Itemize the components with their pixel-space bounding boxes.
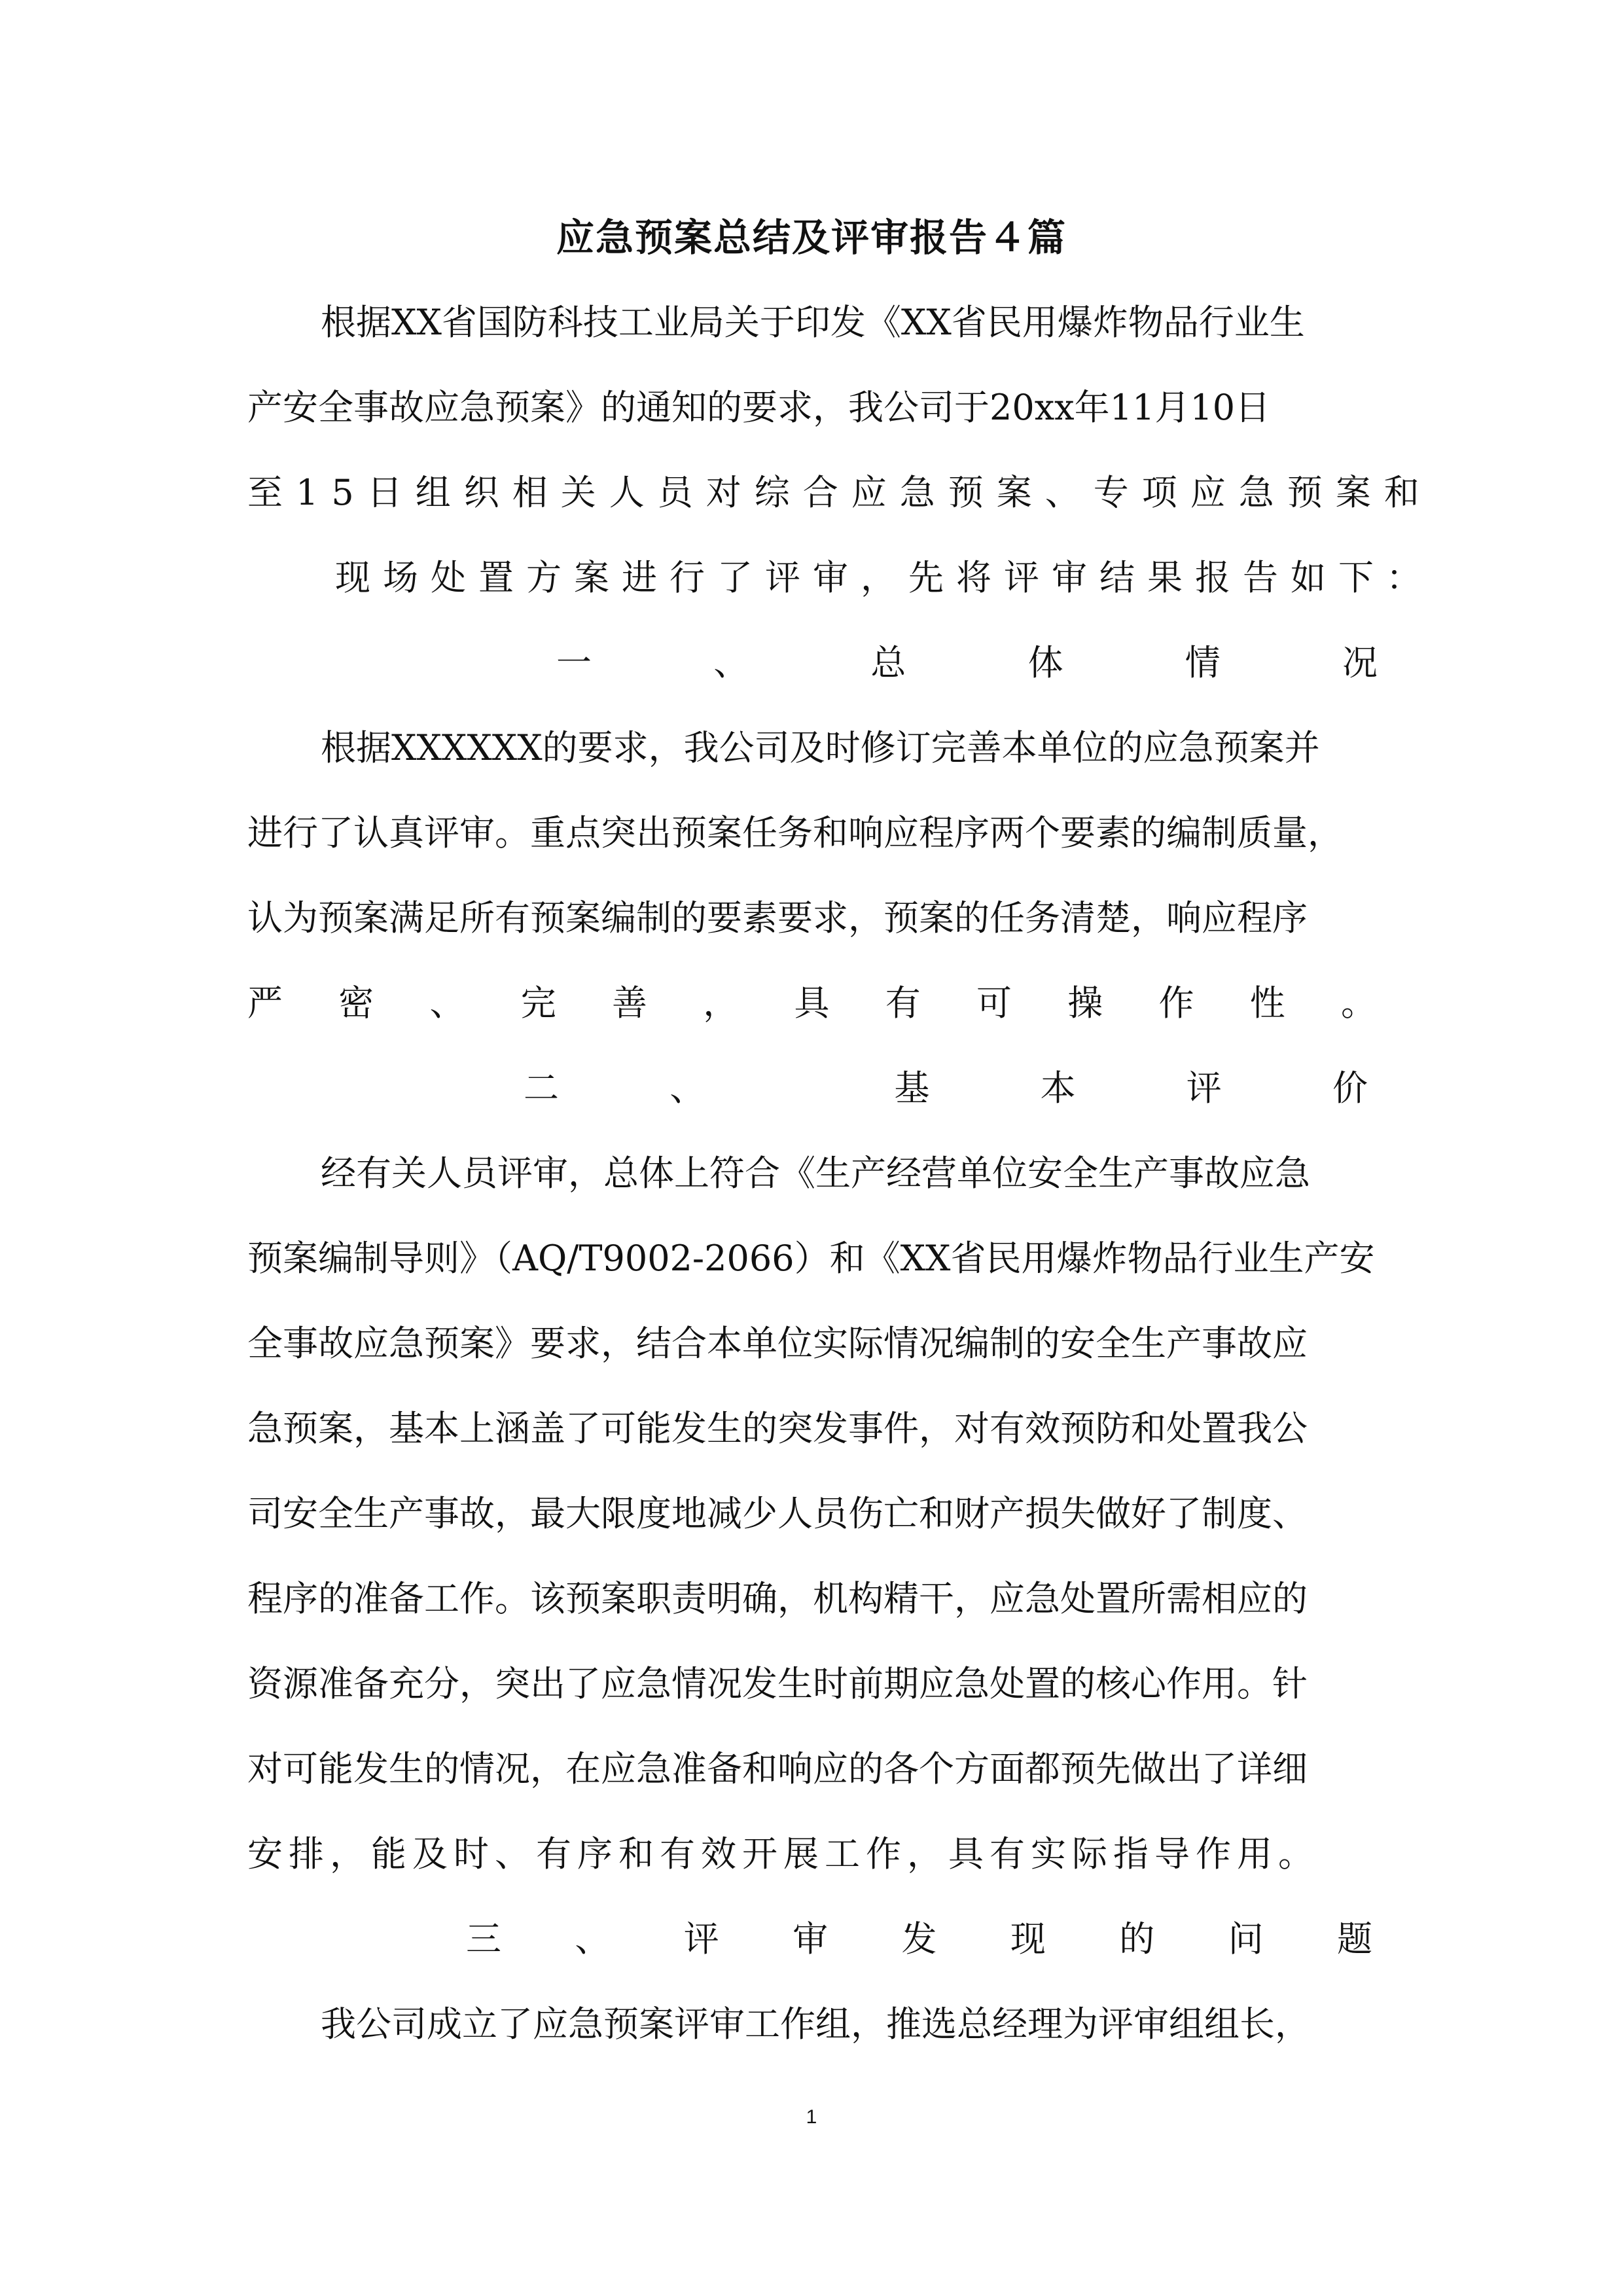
section-heading-3: 三 、 评 审 发 现 的 问 题 bbox=[466, 1918, 1372, 1960]
body-line-justified: 严 密 、 完 善 ， 具 有 可 操 作 性 。 bbox=[247, 982, 1376, 1024]
body-line: 资源准备充分，突出了应急情况发生时前期应急处置的核心作用。针 bbox=[247, 1663, 1308, 1704]
body-line: 预案编制导则》（AQ/T9002-2066）和《XX省民用爆炸物品行业生产安 bbox=[247, 1238, 1375, 1279]
section-heading-1: 一 、 总 体 情 况 bbox=[556, 642, 1378, 683]
body-line: 我公司成立了应急预案评审工作组，推选总经理为评审组组长， bbox=[321, 2003, 1310, 2045]
body-line: 至15日组织相关人员对综合应急预案、专项应急预案和 bbox=[247, 472, 1433, 513]
body-line: 进行了认真评审。重点突出预案任务和响应程序两个要素的编制质量， bbox=[247, 812, 1343, 853]
body-line: 对可能发生的情况，在应急准备和响应的各个方面都预先做出了详细 bbox=[247, 1748, 1308, 1789]
body-line: 急预案，基本上涵盖了可能发生的突发事件，对有效预防和处置我公 bbox=[247, 1408, 1308, 1449]
body-line: 全事故应急预案》要求，结合本单位实际情况编制的安全生产事故应 bbox=[247, 1323, 1308, 1364]
body-line: 司安全生产事故，最大限度地减少人员伤亡和财产损失做好了制度、 bbox=[247, 1493, 1308, 1534]
document-title: 应急预案总结及评审报告４篇 bbox=[556, 215, 1067, 260]
body-line: 安排，能及时、有序和有效开展工作，具有实际指导作用。 bbox=[247, 1833, 1319, 1874]
body-line: 现场处置方案进行了评审，先将评审结果报告如下： bbox=[335, 557, 1434, 598]
body-line: 产安全事故应急预案》的通知的要求，我公司于20xx年11月10日 bbox=[247, 387, 1271, 428]
body-line: 认为预案满足所有预案编制的要素要求，预案的任务清楚，响应程序 bbox=[247, 897, 1308, 939]
body-line: 根据XXXXXX的要求，我公司及时修订完善本单位的应急预案并 bbox=[321, 727, 1320, 768]
body-line: 经有关人员评审，总体上符合《生产经营单位安全生产事故应急 bbox=[321, 1153, 1310, 1194]
body-line: 程序的准备工作。该预案职责明确，机构精干，应急处置所需相应的 bbox=[247, 1578, 1308, 1619]
page-number: 1 bbox=[806, 2106, 817, 2128]
body-line: 根据XX省国防科技工业局关于印发《XX省民用爆炸物品行业生 bbox=[321, 302, 1305, 343]
section-heading-2: 二 、 基 本 评 价 bbox=[524, 1067, 1368, 1109]
